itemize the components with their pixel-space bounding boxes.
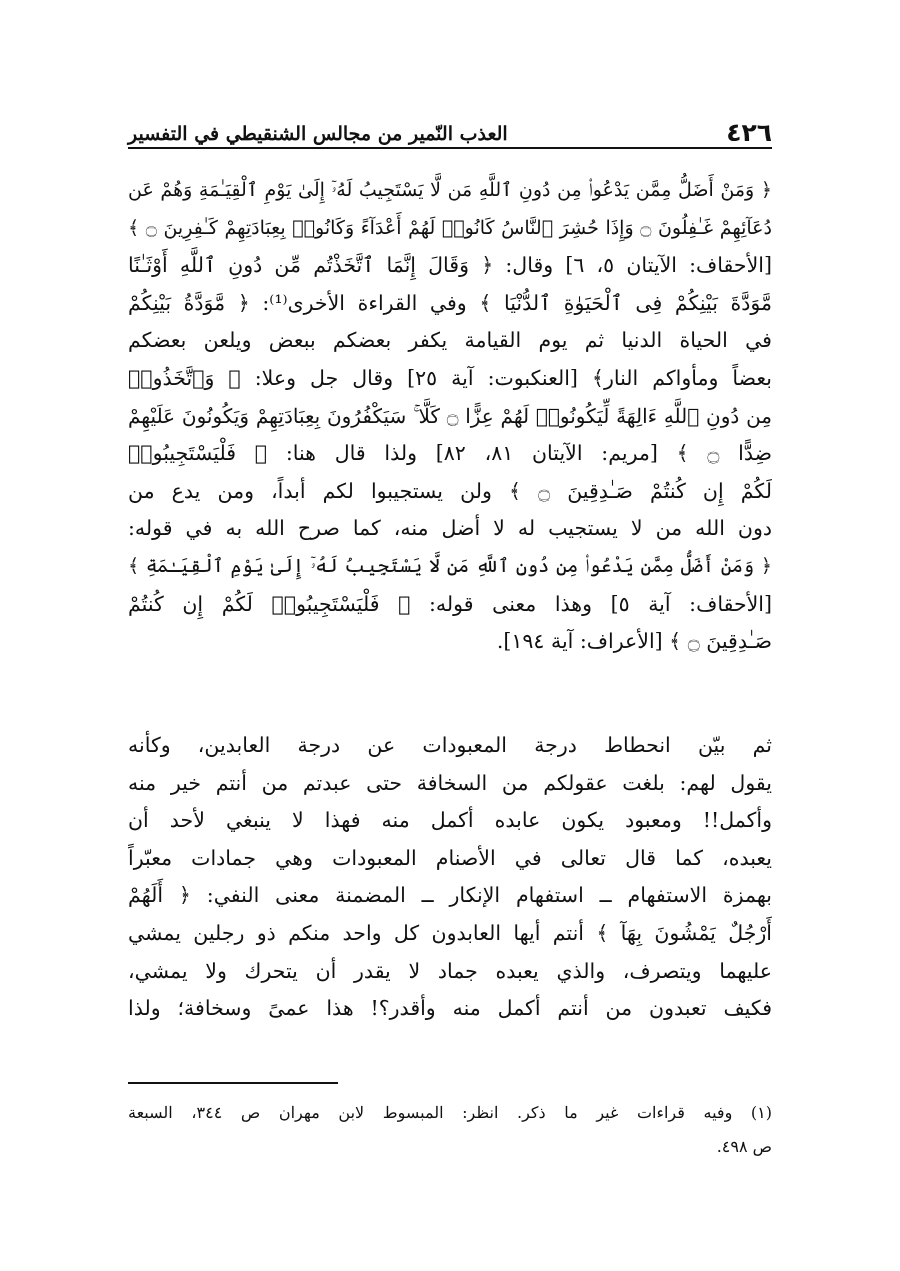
text-line: في الحياة الدنيا ثم يوم القيامة يكفر بعضكم ببعض ويلعن بعضكم	[128, 328, 772, 353]
footnote-line: ص ٤٩٨.	[716, 1137, 772, 1156]
page-number: ٤٢٦	[726, 118, 772, 147]
text-line: ﴿ وَمَنْ أَضَلُّ مِمَّن يَدْعُوا۟ مِن دُونِ ٱللَّهِ مَن لَّا يَسْتَجِيبُ لَهُۥٓ إِلَىٰ يَوْمِ ٱلْقِيَـٰمَةِ وَهُمْ عَن	[128, 179, 772, 201]
text-line: بعضاً ومأواكم النار﴾ [العنكبوت: آية ٢٥] وقال جل وعلا: ﴿ وَٱتَّخَذُوا۟	[128, 365, 772, 390]
text-line: وأكمل!! ومعبود يكون عابده أكمل منه فهذا لا ينبغي لأحد أن	[128, 808, 772, 833]
text-line: أَرْجُلٌ يَمْشُونَ بِهَآ ﴾ أنتم أيها العابدون كل واحد منكم ذو رجلين يمشي	[128, 920, 772, 945]
footnote-line: (١) وفيه قراءات غير ما ذكر. انظر: المبسوط لابن مهران ص ٣٤٤، السبعة	[128, 1103, 772, 1122]
text-line: ضِدًّا ۝ ﴾ [مريم: الآيتان ٨١، ٨٢] ولذا قال هنا: ﴿ فَلْيَسْتَجِيبُوا۟	[128, 441, 772, 466]
page-header	[128, 118, 772, 148]
text-line: [الأحقاف: آية ٥] وهذا معنى قوله: ﴿ فَلْيَسْتَجِيبُوا۟ لَكُمْ إِن كُنتُمْ	[128, 591, 772, 616]
text-line: يعبده، كما قال تعالى في الأصنام المعبودات وهي جمادات معبّراً	[128, 845, 772, 870]
text-line: بهمزة الاستفهام ــ استفهام الإنكار ــ المضمنة معنى النفي: ﴿ أَلَهُمْ	[128, 883, 772, 908]
text-line: ﴿ وَمَنْ أَضَلُّ مِمَّن يَدْعُوا۟ مِن دُونِ ٱللَّهِ مَن لَّا يَسْتَجِيبُ لَهُۥٓ إِلَىٰ يَوْمِ ٱلْقِيَـٰمَةِ ﴾	[128, 554, 772, 577]
text-line: ثم بيّن انحطاط درجة المعبودات عن درجة العابدين، وكأنه	[128, 733, 772, 757]
footnote	[128, 1096, 772, 1164]
text-line: مَّوَدَّةَ بَيْنِكُمْ فِى ٱلْحَيَوٰةِ ٱلدُّنْيَا ﴾ وفي القراءة الأخرى⁽¹⁾: ﴿ مَّوَدَّةُ بَيْنِكُمْ	[128, 290, 772, 315]
text-line: عليهما ويتصرف، والذي يعبده جماد لا يقدر أن يتحرك ولا يمشي،	[128, 958, 772, 983]
text-line: لَكُمْ إِن كُنتُمْ صَـٰدِقِينَ ۝ ﴾ ولن يستجيبوا لكم أبداً، ومن يدع من	[128, 478, 772, 503]
body-paragraph-1	[128, 172, 772, 661]
text-line: دون الله من لا يستجيب له لا أضل منه، كما صرح الله به في قوله:	[128, 516, 772, 541]
text-line: مِن دُونِ ٱللَّهِ ءَالِهَةً لِّيَكُونُوا۟ لَهُمْ عِزًّا ۝ كَلَّا ۚ سَيَكْفُرُونَ بِعِبَادَتِهِمْ وَيَكُونُونَ عَلَيْهِمْ	[128, 403, 772, 428]
text-line: فكيف تعبدون من أنتم أكمل منه وأقدر؟! هذا عمىً وسخافة؛ ولذا	[128, 996, 772, 1021]
footnote-rule	[128, 1082, 338, 1084]
body-paragraph-2	[128, 727, 772, 1028]
header-rule	[128, 147, 772, 149]
text-line: [الأحقاف: الآيتان ٥، ٦] وقال: ﴿ وَقَالَ إِنَّمَا ٱتَّخَذْتُم مِّن دُونِ ٱللَّهِ أَوْثَـٰنًا	[128, 253, 772, 278]
text-line: دُعَآئِهِمْ غَـٰفِلُونَ ۝ وَإِذَا حُشِرَ ٱلنَّاسُ كَانُوا۟ لَهُمْ أَعْدَآءً وَكَانُوا۟ بِعِبَادَتِهِمْ كَـٰفِرِينَ ۝ ﴾	[128, 216, 772, 239]
text-line: صَـٰدِقِينَ ۝ ﴾ [الأعراف: آية ١٩٤].	[496, 629, 772, 654]
running-title: العذب النّمير من مجالس الشنقيطي في التفسير	[128, 123, 508, 145]
text-line: يقول لهم: بلغت عقولكم من السخافة حتى عبدتم من أنتم خير منه	[128, 770, 772, 795]
